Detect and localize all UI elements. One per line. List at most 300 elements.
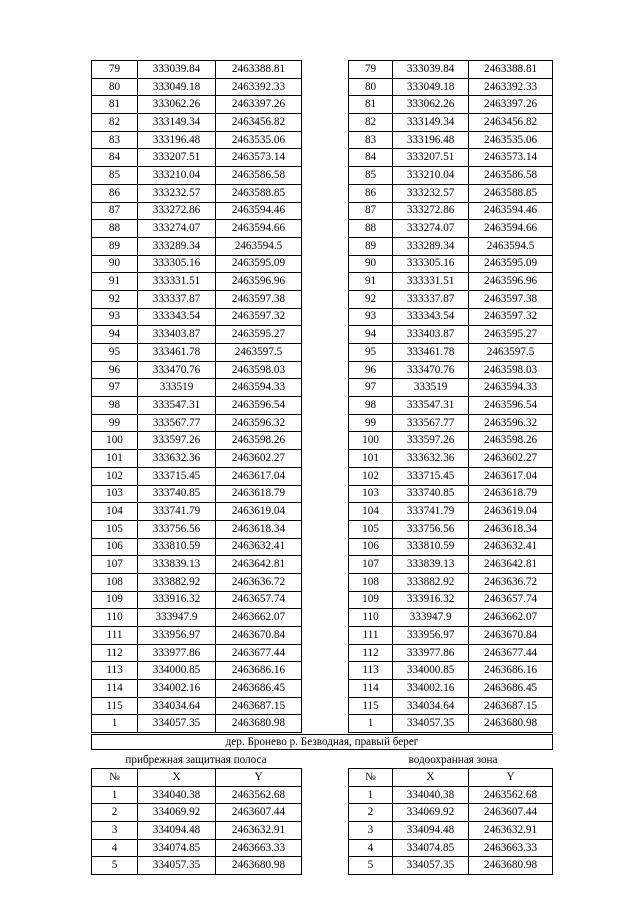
x-coordinate-cell: 333337.87 <box>393 290 469 308</box>
y-coordinate-cell: 2463686.16 <box>469 662 553 680</box>
y-coordinate-cell: 2463597.5 <box>469 344 553 362</box>
point-number-cell: 105 <box>92 520 138 538</box>
y-coordinate-cell: 2463619.04 <box>469 503 553 521</box>
table-row <box>349 379 553 397</box>
point-number-cell: 92 <box>349 290 393 308</box>
table-row <box>92 78 302 96</box>
point-number-cell: 5 <box>349 857 393 875</box>
point-number-cell: 3 <box>92 822 138 840</box>
y-coordinate-cell: 2463636.72 <box>216 573 302 591</box>
x-coordinate-cell: 333274.07 <box>393 220 469 238</box>
y-coordinate-cell: 2463597.5 <box>216 344 302 362</box>
x-coordinate-cell: 333149.34 <box>138 114 216 132</box>
point-number-cell: 95 <box>349 344 393 362</box>
y-coordinate-cell: 2463632.91 <box>468 822 552 840</box>
point-number-cell: 94 <box>349 326 393 344</box>
table-row <box>349 680 553 698</box>
x-coordinate-cell: 333916.32 <box>138 591 216 609</box>
y-coordinate-cell: 2463588.85 <box>469 184 553 202</box>
x-coordinate-cell: 333331.51 <box>138 273 216 291</box>
x-coordinate-cell: 333977.86 <box>138 644 216 662</box>
table-row <box>349 78 553 96</box>
x-coordinate-cell: 333305.16 <box>138 255 216 273</box>
point-number-cell: 85 <box>92 167 138 185</box>
y-coordinate-cell: 2463677.44 <box>216 644 302 662</box>
table-row <box>92 786 302 804</box>
table-row <box>349 609 553 627</box>
point-number-cell: 4 <box>349 839 393 857</box>
point-number-cell: 88 <box>92 220 138 238</box>
y-coordinate-cell: 2463594.46 <box>469 202 553 220</box>
x-coordinate-cell: 333207.51 <box>138 149 216 167</box>
table-row <box>92 485 302 503</box>
x-header-cell: X <box>392 769 468 787</box>
y-coordinate-cell: 2463594.33 <box>216 379 302 397</box>
table-row <box>92 520 302 538</box>
x-coordinate-cell: 333049.18 <box>138 78 216 96</box>
point-number-cell: 87 <box>92 202 138 220</box>
point-number-cell: 81 <box>349 96 393 114</box>
y-coordinate-cell: 2463598.26 <box>469 432 553 450</box>
y-coordinate-cell: 2463662.07 <box>469 609 553 627</box>
point-number-cell: 88 <box>349 220 393 238</box>
point-number-cell: 107 <box>92 556 138 574</box>
table-row <box>349 857 553 875</box>
y-coordinate-cell: 2463573.14 <box>216 149 302 167</box>
x-coordinate-cell: 334000.85 <box>138 662 216 680</box>
number-header-cell: № <box>92 769 138 787</box>
point-number-cell: 111 <box>92 627 138 645</box>
x-coordinate-cell: 334074.85 <box>138 839 216 857</box>
y-coordinate-cell: 2463456.82 <box>469 114 553 132</box>
point-number-cell: 93 <box>349 308 393 326</box>
y-coordinate-cell: 2463686.16 <box>216 662 302 680</box>
y-coordinate-cell: 2463618.79 <box>469 485 553 503</box>
y-coordinate-cell: 2463595.27 <box>216 326 302 344</box>
y-coordinate-cell: 2463618.79 <box>216 485 302 503</box>
x-coordinate-cell: 333062.26 <box>393 96 469 114</box>
point-number-cell: 81 <box>92 96 138 114</box>
table-row <box>349 344 553 362</box>
y-coordinate-cell: 2463596.96 <box>469 273 553 291</box>
point-number-cell: 108 <box>349 573 393 591</box>
y-coordinate-cell: 2463657.74 <box>469 591 553 609</box>
x-coordinate-cell: 333916.32 <box>393 591 469 609</box>
x-coordinate-cell: 333740.85 <box>138 485 216 503</box>
x-coordinate-cell: 333207.51 <box>393 149 469 167</box>
point-number-cell: 97 <box>92 379 138 397</box>
x-coordinate-cell: 333272.86 <box>138 202 216 220</box>
table-row <box>349 397 553 415</box>
x-header-cell: X <box>138 769 216 787</box>
x-coordinate-cell: 333947.9 <box>393 609 469 627</box>
table-row <box>92 202 302 220</box>
x-coordinate-cell: 333810.59 <box>138 538 216 556</box>
point-number-cell: 96 <box>92 361 138 379</box>
table-row <box>349 220 553 238</box>
y-coordinate-cell: 2463588.85 <box>216 184 302 202</box>
y-coordinate-cell: 2463598.26 <box>216 432 302 450</box>
x-coordinate-cell: 333597.26 <box>138 432 216 450</box>
x-coordinate-cell: 333519 <box>138 379 216 397</box>
table-row <box>349 326 553 344</box>
table-row <box>349 432 553 450</box>
point-number-cell: 115 <box>349 697 393 715</box>
point-number-cell: 115 <box>92 697 138 715</box>
table-row <box>92 114 302 132</box>
table-row <box>92 662 302 680</box>
table-row <box>349 184 553 202</box>
y-coordinate-cell: 2463597.38 <box>216 290 302 308</box>
table-row <box>92 591 302 609</box>
point-number-cell: 110 <box>349 609 393 627</box>
y-coordinate-cell: 2463596.54 <box>469 397 553 415</box>
table-row <box>92 857 302 875</box>
y-coordinate-cell: 2463598.03 <box>469 361 553 379</box>
y-coordinate-cell: 2463594.46 <box>216 202 302 220</box>
point-number-cell: 2 <box>92 804 138 822</box>
point-number-cell: 82 <box>92 114 138 132</box>
point-number-cell: 1 <box>92 715 138 733</box>
y-coordinate-cell: 2463388.81 <box>216 61 302 79</box>
y-coordinate-cell: 2463663.33 <box>468 839 552 857</box>
x-coordinate-cell: 333403.87 <box>138 326 216 344</box>
y-coordinate-cell: 2463632.41 <box>469 538 553 556</box>
point-number-cell: 79 <box>349 61 393 79</box>
point-number-cell: 90 <box>349 255 393 273</box>
table-row <box>349 414 553 432</box>
table-row <box>92 414 302 432</box>
y-coordinate-cell: 2463597.32 <box>469 308 553 326</box>
point-number-cell: 99 <box>92 414 138 432</box>
x-coordinate-cell: 334057.35 <box>393 715 469 733</box>
x-coordinate-cell: 333882.92 <box>393 573 469 591</box>
x-coordinate-cell: 333289.34 <box>138 237 216 255</box>
x-coordinate-cell: 333305.16 <box>393 255 469 273</box>
point-number-cell: 93 <box>92 308 138 326</box>
point-number-cell: 5 <box>92 857 138 875</box>
point-number-cell: 98 <box>92 397 138 415</box>
point-number-cell: 3 <box>349 822 393 840</box>
point-number-cell: 114 <box>349 680 393 698</box>
table-row <box>349 61 553 79</box>
table-row <box>92 237 302 255</box>
table-row <box>349 96 553 114</box>
y-coordinate-cell: 2463594.5 <box>469 237 553 255</box>
y-coordinate-cell: 2463596.32 <box>469 414 553 432</box>
y-coordinate-cell: 2463657.74 <box>216 591 302 609</box>
y-coordinate-cell: 2463617.04 <box>216 467 302 485</box>
y-coordinate-cell: 2463642.81 <box>216 556 302 574</box>
table-row <box>92 573 302 591</box>
table-row <box>349 273 553 291</box>
table-row <box>349 361 553 379</box>
point-number-cell: 79 <box>92 61 138 79</box>
point-number-cell: 86 <box>92 184 138 202</box>
x-coordinate-cell: 333272.86 <box>393 202 469 220</box>
y-coordinate-cell: 2463636.72 <box>469 573 553 591</box>
y-coordinate-cell: 2463632.91 <box>216 822 302 840</box>
table-row <box>92 680 302 698</box>
point-number-cell: 82 <box>349 114 393 132</box>
right-zone-table <box>348 768 553 875</box>
point-number-cell: 95 <box>92 344 138 362</box>
table-row <box>349 149 553 167</box>
table-row <box>349 769 553 787</box>
point-number-cell: 1 <box>349 786 393 804</box>
y-coordinate-cell: 2463686.45 <box>216 680 302 698</box>
x-coordinate-cell: 333741.79 <box>393 503 469 521</box>
table-row <box>92 361 302 379</box>
x-coordinate-cell: 333210.04 <box>138 167 216 185</box>
y-coordinate-cell: 2463596.54 <box>216 397 302 415</box>
y-coordinate-cell: 2463595.27 <box>469 326 553 344</box>
y-coordinate-cell: 2463596.96 <box>216 273 302 291</box>
x-coordinate-cell: 334057.35 <box>138 715 216 733</box>
x-coordinate-cell: 333756.56 <box>138 520 216 538</box>
y-coordinate-cell: 2463562.68 <box>216 786 302 804</box>
x-coordinate-cell: 334000.85 <box>393 662 469 680</box>
table-row <box>349 520 553 538</box>
table-row <box>92 255 302 273</box>
x-coordinate-cell: 333403.87 <box>393 326 469 344</box>
table-row <box>92 627 302 645</box>
y-coordinate-cell: 2463662.07 <box>216 609 302 627</box>
y-coordinate-cell: 2463596.32 <box>216 414 302 432</box>
y-coordinate-cell: 2463535.06 <box>216 131 302 149</box>
table-row <box>92 273 302 291</box>
x-coordinate-cell: 334040.38 <box>392 786 468 804</box>
y-coordinate-cell: 2463680.98 <box>469 715 553 733</box>
x-coordinate-cell: 333289.34 <box>393 237 469 255</box>
point-number-cell: 101 <box>349 450 393 468</box>
table-row <box>349 485 553 503</box>
y-coordinate-cell: 2463392.33 <box>469 78 553 96</box>
point-number-cell: 103 <box>92 485 138 503</box>
y-coordinate-cell: 2463680.98 <box>216 715 302 733</box>
y-coordinate-cell: 2463670.84 <box>216 627 302 645</box>
point-number-cell: 89 <box>92 237 138 255</box>
table-row <box>349 450 553 468</box>
x-coordinate-cell: 333049.18 <box>393 78 469 96</box>
x-coordinate-cell: 333632.36 <box>138 450 216 468</box>
x-coordinate-cell: 333977.86 <box>393 644 469 662</box>
point-number-cell: 108 <box>92 573 138 591</box>
point-number-cell: 85 <box>349 167 393 185</box>
table-row <box>92 839 302 857</box>
x-coordinate-cell: 334034.64 <box>393 697 469 715</box>
table-row <box>349 839 553 857</box>
y-coordinate-cell: 2463562.68 <box>468 786 552 804</box>
point-number-cell: 83 <box>349 131 393 149</box>
table-row <box>92 61 302 79</box>
point-number-cell: 102 <box>349 467 393 485</box>
x-coordinate-cell: 333882.92 <box>138 573 216 591</box>
table-row <box>92 220 302 238</box>
table-row <box>92 290 302 308</box>
point-number-cell: 84 <box>92 149 138 167</box>
table-row <box>92 697 302 715</box>
point-number-cell: 101 <box>92 450 138 468</box>
table-row <box>349 662 553 680</box>
table-row <box>349 503 553 521</box>
table-row <box>92 308 302 326</box>
table-row <box>349 804 553 822</box>
point-number-cell: 113 <box>92 662 138 680</box>
x-coordinate-cell: 333461.78 <box>138 344 216 362</box>
y-coordinate-cell: 2463388.81 <box>469 61 553 79</box>
x-coordinate-cell: 333331.51 <box>393 273 469 291</box>
table-row <box>349 786 553 804</box>
x-coordinate-cell: 333632.36 <box>393 450 469 468</box>
x-coordinate-cell: 333839.13 <box>138 556 216 574</box>
point-number-cell: 2 <box>349 804 393 822</box>
x-coordinate-cell: 333956.97 <box>393 627 469 645</box>
y-coordinate-cell: 2463617.04 <box>469 467 553 485</box>
x-coordinate-cell: 333232.57 <box>393 184 469 202</box>
x-coordinate-cell: 333343.54 <box>393 308 469 326</box>
point-number-cell: 4 <box>92 839 138 857</box>
table-row <box>92 184 302 202</box>
point-number-cell: 103 <box>349 485 393 503</box>
table-row <box>349 114 553 132</box>
point-number-cell: 87 <box>349 202 393 220</box>
x-coordinate-cell: 333461.78 <box>393 344 469 362</box>
table-row <box>349 467 553 485</box>
number-header-cell: № <box>349 769 393 787</box>
x-coordinate-cell: 333597.26 <box>393 432 469 450</box>
point-number-cell: 111 <box>349 627 393 645</box>
x-coordinate-cell: 334094.48 <box>138 822 216 840</box>
x-coordinate-cell: 333149.34 <box>393 114 469 132</box>
table-row <box>92 822 302 840</box>
table-row <box>349 308 553 326</box>
y-coordinate-cell: 2463456.82 <box>216 114 302 132</box>
table-row <box>92 344 302 362</box>
table-row <box>349 644 553 662</box>
point-number-cell: 80 <box>349 78 393 96</box>
point-number-cell: 109 <box>92 591 138 609</box>
x-coordinate-cell: 333839.13 <box>393 556 469 574</box>
point-number-cell: 102 <box>92 467 138 485</box>
table-row <box>349 538 553 556</box>
x-coordinate-cell: 334040.38 <box>138 786 216 804</box>
point-number-cell: 91 <box>349 273 393 291</box>
table-row <box>92 644 302 662</box>
table-row <box>349 697 553 715</box>
table-row <box>92 769 302 787</box>
y-coordinate-cell: 2463663.33 <box>216 839 302 857</box>
point-number-cell: 92 <box>92 290 138 308</box>
x-coordinate-cell: 333196.48 <box>138 131 216 149</box>
table-row <box>92 450 302 468</box>
point-number-cell: 112 <box>349 644 393 662</box>
x-coordinate-cell: 333470.76 <box>138 361 216 379</box>
y-coordinate-cell: 2463607.44 <box>216 804 302 822</box>
point-number-cell: 113 <box>349 662 393 680</box>
x-coordinate-cell: 333210.04 <box>393 167 469 185</box>
left-zone-subtitle: прибрежная защитная полоса <box>125 754 267 766</box>
y-coordinate-cell: 2463602.27 <box>469 450 553 468</box>
table-row <box>92 503 302 521</box>
point-number-cell: 110 <box>92 609 138 627</box>
y-coordinate-cell: 2463632.41 <box>216 538 302 556</box>
point-number-cell: 98 <box>349 397 393 415</box>
point-number-cell: 1 <box>349 715 393 733</box>
x-coordinate-cell: 334094.48 <box>392 822 468 840</box>
y-coordinate-cell: 2463586.58 <box>216 167 302 185</box>
x-coordinate-cell: 334002.16 <box>393 680 469 698</box>
y-coordinate-cell: 2463677.44 <box>469 644 553 662</box>
x-coordinate-cell: 333039.84 <box>393 61 469 79</box>
x-coordinate-cell: 333337.87 <box>138 290 216 308</box>
x-coordinate-cell: 333039.84 <box>138 61 216 79</box>
point-number-cell: 94 <box>92 326 138 344</box>
x-coordinate-cell: 334002.16 <box>138 680 216 698</box>
y-header-cell: Y <box>468 769 552 787</box>
y-coordinate-cell: 2463594.66 <box>469 220 553 238</box>
table-row <box>349 715 553 733</box>
table-row <box>92 467 302 485</box>
x-coordinate-cell: 333547.31 <box>393 397 469 415</box>
x-coordinate-cell: 333567.77 <box>138 414 216 432</box>
x-coordinate-cell: 333274.07 <box>138 220 216 238</box>
table-row <box>349 202 553 220</box>
y-coordinate-cell: 2463597.32 <box>216 308 302 326</box>
point-number-cell: 112 <box>92 644 138 662</box>
x-coordinate-cell: 333470.76 <box>393 361 469 379</box>
table-row <box>92 167 302 185</box>
y-coordinate-cell: 2463397.26 <box>469 96 553 114</box>
x-coordinate-cell: 333343.54 <box>138 308 216 326</box>
y-coordinate-cell: 2463594.5 <box>216 237 302 255</box>
y-coordinate-cell: 2463619.04 <box>216 503 302 521</box>
table-row <box>92 609 302 627</box>
left-coordinates-table <box>91 60 302 733</box>
point-number-cell: 84 <box>349 149 393 167</box>
right-coordinates-table <box>348 60 553 733</box>
y-coordinate-cell: 2463618.34 <box>216 520 302 538</box>
x-coordinate-cell: 334034.64 <box>138 697 216 715</box>
point-number-cell: 109 <box>349 591 393 609</box>
x-coordinate-cell: 334057.35 <box>138 857 216 875</box>
point-number-cell: 105 <box>349 520 393 538</box>
x-coordinate-cell: 333567.77 <box>393 414 469 432</box>
table-row <box>349 573 553 591</box>
point-number-cell: 114 <box>92 680 138 698</box>
point-number-cell: 86 <box>349 184 393 202</box>
table-row <box>349 131 553 149</box>
point-number-cell: 104 <box>92 503 138 521</box>
point-number-cell: 106 <box>349 538 393 556</box>
table-row <box>92 131 302 149</box>
x-coordinate-cell: 333740.85 <box>393 485 469 503</box>
x-coordinate-cell: 334074.85 <box>392 839 468 857</box>
x-coordinate-cell: 334069.92 <box>392 804 468 822</box>
table-row <box>349 290 553 308</box>
point-number-cell: 100 <box>92 432 138 450</box>
point-number-cell: 107 <box>349 556 393 574</box>
y-coordinate-cell: 2463594.33 <box>469 379 553 397</box>
x-coordinate-cell: 334069.92 <box>138 804 216 822</box>
x-coordinate-cell: 333519 <box>393 379 469 397</box>
table-row <box>92 432 302 450</box>
point-number-cell: 83 <box>92 131 138 149</box>
table-row <box>349 591 553 609</box>
left-zone-table <box>91 768 302 875</box>
table-row <box>349 822 553 840</box>
point-number-cell: 1 <box>92 786 138 804</box>
